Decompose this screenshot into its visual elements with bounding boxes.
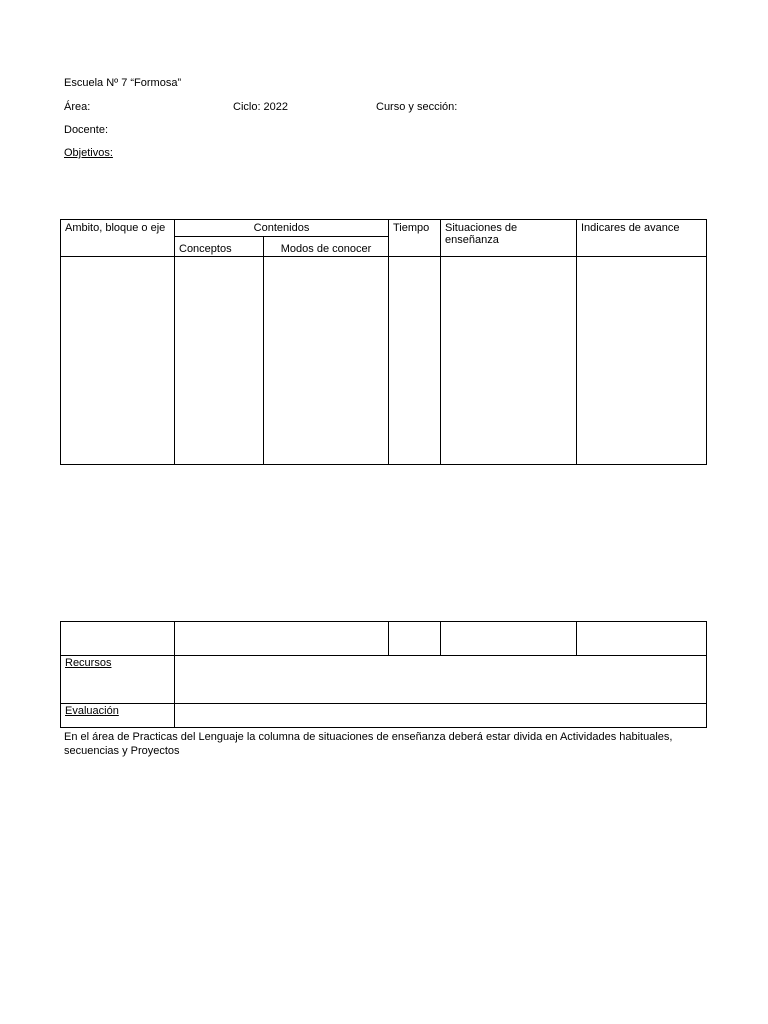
curso-label: Curso y sección: (376, 101, 458, 113)
col-tiempo: Tiempo (389, 220, 441, 257)
cell-modos[interactable] (264, 257, 389, 465)
evaluacion-label: Evaluación (61, 704, 175, 728)
sub-conceptos: Conceptos (175, 237, 264, 257)
cell-blank-3[interactable] (389, 622, 441, 656)
cell-indicadores[interactable] (577, 257, 707, 465)
evaluacion-cell[interactable] (175, 704, 707, 728)
resources-table (60, 621, 707, 728)
recursos-label: Recursos (61, 656, 175, 704)
area-label: Área: (64, 101, 91, 113)
col-situaciones: Situaciones de enseñanza (441, 220, 577, 257)
sub-modos: Modos de conocer (264, 237, 389, 257)
school-name: Escuela Nº 7 “Formosa” (64, 77, 182, 89)
cell-ambito[interactable] (61, 257, 175, 465)
cell-conceptos[interactable] (175, 257, 264, 465)
planning-table (60, 219, 707, 465)
table-row (61, 622, 707, 656)
table-row (61, 257, 707, 465)
cell-blank-5[interactable] (577, 622, 707, 656)
cell-situaciones[interactable] (441, 257, 577, 465)
objetivos-label: Objetivos: (64, 147, 113, 159)
cell-blank-4[interactable] (441, 622, 577, 656)
footnote: En el área de Practicas del Lenguaje la columna de situaciones de enseñanza deberá estar divida en Actividades habituales, secuencias y Proyectos (64, 731, 673, 757)
col-ambito: Ambito, bloque o eje (61, 220, 175, 257)
ciclo-label: Ciclo: 2022 (233, 101, 289, 113)
cell-blank-1[interactable] (61, 622, 175, 656)
cell-blank-2[interactable] (175, 622, 389, 656)
col-indicadores: Indicares de avance (577, 220, 707, 257)
col-contenidos: Contenidos (175, 220, 389, 237)
docente-label: Docente: (64, 124, 109, 136)
recursos-cell[interactable] (175, 656, 707, 704)
cell-tiempo[interactable] (389, 257, 441, 465)
